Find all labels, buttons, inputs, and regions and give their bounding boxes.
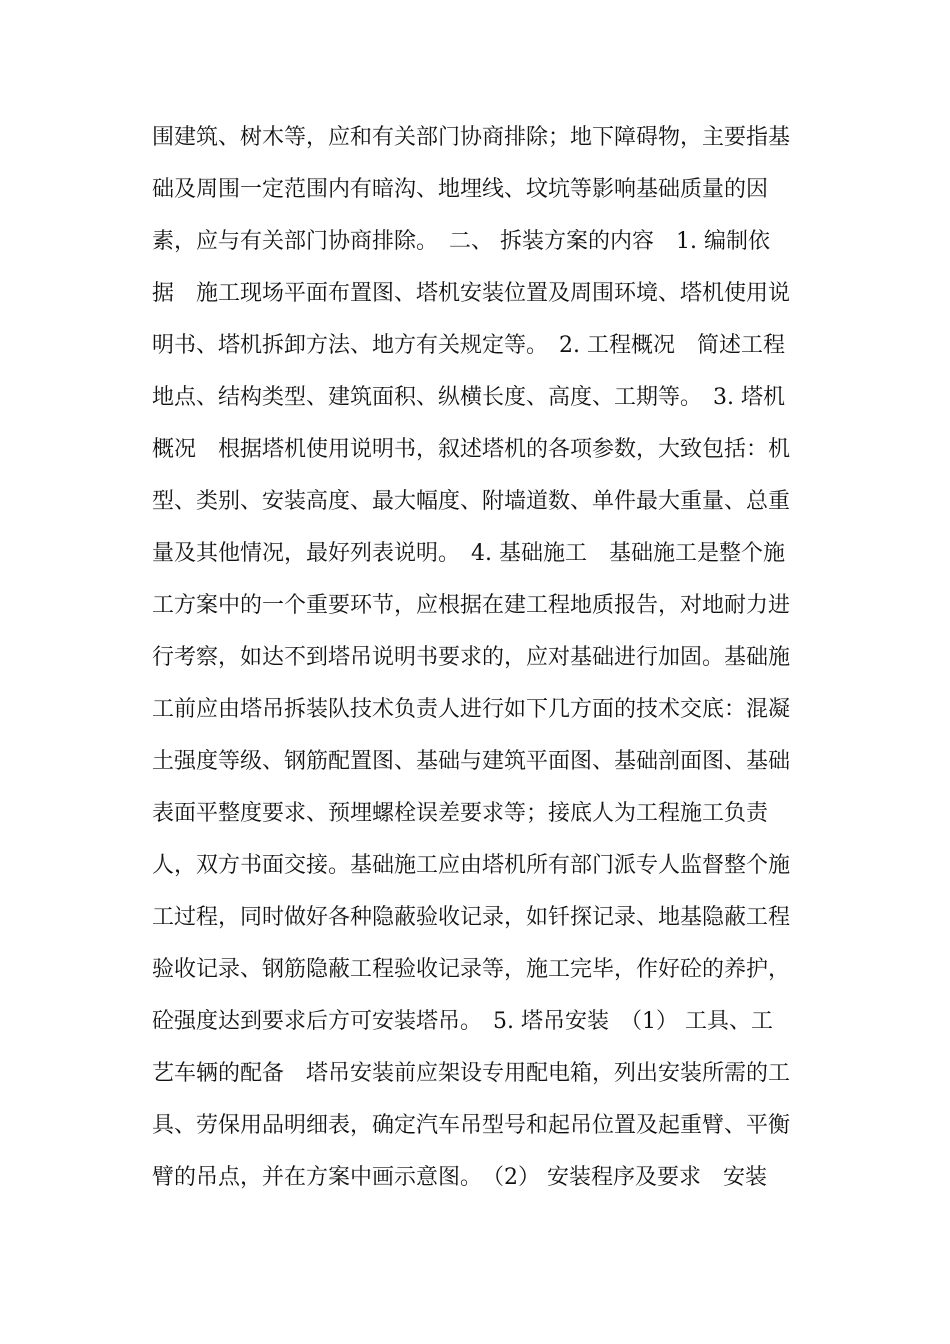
text-line: 具、劳保用品明细表，确定汽车吊型号和起吊位置及起重臂、平衡 bbox=[152, 1113, 791, 1138]
text-line: 工前应由塔吊拆装队技术负责人进行如下几方面的技术交底：混凝 bbox=[152, 697, 791, 722]
text-line: 人，双方书面交接。基础施工应由塔机所有部门派专人监督整个施 bbox=[152, 853, 791, 878]
text-line: 型、类别、安装高度、最大幅度、附墙道数、单件最大重量、总重 bbox=[152, 489, 791, 514]
text-line: 明书、塔机拆卸方法、地方有关规定等。 2. 工程概况 简述工程 bbox=[152, 333, 785, 358]
text-line: 围建筑、树木等，应和有关部门协商排除；地下障碍物，主要指基 bbox=[152, 125, 791, 150]
text-line: 概况 根据塔机使用说明书，叙述塔机的各项参数，大致包括：机 bbox=[152, 437, 791, 462]
text-line: 臂的吊点，并在方案中画示意图。 （2） 安装程序及要求 安装 bbox=[152, 1165, 767, 1190]
text-line: 行考察，如达不到塔吊说明书要求的，应对基础进行加固。基础施 bbox=[152, 645, 791, 670]
text-line: 工方案中的一个重要环节，应根据在建工程地质报告，对地耐力进 bbox=[152, 593, 791, 618]
text-line: 量及其他情况，最好列表说明。 4. 基础施工 基础施工是整个施 bbox=[152, 541, 785, 566]
text-line: 验收记录、钢筋隐蔽工程验收记录等，施工完毕，作好砼的养护， bbox=[152, 957, 791, 982]
text-line: 表面平整度要求、预埋螺栓误差要求等；接底人为工程施工负责 bbox=[152, 801, 769, 826]
text-line: 据 施工现场平面布置图、塔机安装位置及周围环境、塔机使用说 bbox=[152, 281, 791, 306]
text-line: 工过程，同时做好各种隐蔽验收记录，如钎探记录、地基隐蔽工程 bbox=[152, 905, 791, 930]
text-line: 地点、结构类型、建筑面积、纵横长度、高度、工期等。 3. 塔机 bbox=[152, 385, 785, 410]
text-line: 素，应与有关部门协商排除。 二、 拆装方案的内容 1. 编制依 bbox=[152, 229, 770, 254]
text-line: 土强度等级、钢筋配置图、基础与建筑平面图、基础剖面图、基础 bbox=[152, 749, 791, 774]
text-line: 砼强度达到要求后方可安装塔吊。 5. 塔吊安装 （1） 工具、工 bbox=[152, 1009, 773, 1034]
text-line: 艺车辆的配备 塔吊安装前应架设专用配电箱，列出安装所需的工 bbox=[152, 1061, 791, 1086]
body-text bbox=[152, 112, 802, 1204]
text-line: 础及周围一定范围内有暗沟、地埋线、坟坑等影响基础质量的因 bbox=[152, 177, 769, 202]
